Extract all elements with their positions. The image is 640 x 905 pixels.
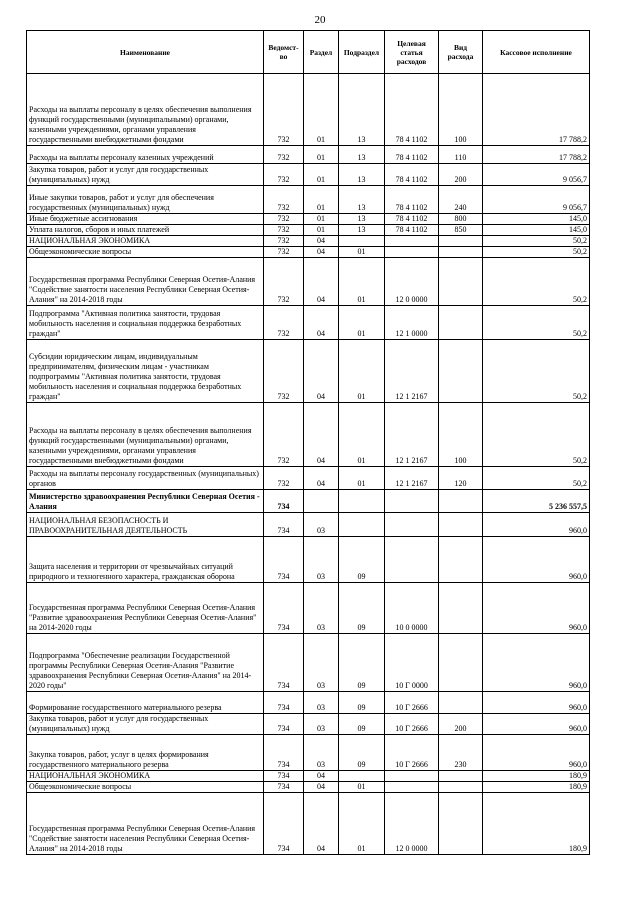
row-target: 78 4 1102 — [385, 225, 439, 236]
row-exp-type: 200 — [439, 164, 483, 186]
header-subsection: Подраздел — [339, 31, 385, 74]
row-ministry: 732 — [264, 225, 304, 236]
row-name: НАЦИОНАЛЬНАЯ БЕЗОПАСНОСТЬ И ПРАВООХРАНИТЕЛЬНАЯ ДЕЯТЕЛЬНОСТЬ — [27, 513, 264, 537]
row-exp-type — [439, 490, 483, 513]
row-ministry: 732 — [264, 164, 304, 186]
row-amount: 960,0 — [483, 513, 590, 537]
row-subsection — [339, 236, 385, 247]
row-name: Иные бюджетные ассигнования — [27, 214, 264, 225]
row-exp-type — [439, 634, 483, 692]
row-name: Закупка товаров, работ и услуг для государственных (муниципальных) нужд — [27, 714, 264, 735]
row-subsection: 13 — [339, 186, 385, 214]
table-row — [27, 258, 590, 306]
row-target: 78 4 1102 — [385, 146, 439, 164]
row-exp-type: 200 — [439, 714, 483, 735]
row-exp-type — [439, 340, 483, 403]
table-row — [27, 146, 590, 164]
row-target: 78 4 1102 — [385, 74, 439, 146]
row-subsection: 01 — [339, 306, 385, 340]
row-subsection — [339, 513, 385, 537]
row-subsection: 09 — [339, 537, 385, 583]
row-subsection: 01 — [339, 403, 385, 467]
row-exp-type: 100 — [439, 403, 483, 467]
row-name: Государственная программа Республики Северная Осетия-Алания "Содействие занятости населения Республики Северная Осетия-Алания" на 2014-2018 годы — [27, 793, 264, 855]
row-target — [385, 247, 439, 258]
row-name: Подпрограмма "Обеспечение реализации Государственной программы Республики Северная Осетия-Алания "Развитие здравоохранения Республики Северная Осетия-Алания" на 2014-2020 годы" — [27, 634, 264, 692]
row-amount: 145,0 — [483, 225, 590, 236]
row-subsection: 01 — [339, 258, 385, 306]
row-subsection — [339, 771, 385, 782]
page-number: 20 — [314, 14, 326, 26]
row-name: Защита населения и территории от чрезвычайных ситуаций природного и техногенного характера, гражданская оборона — [27, 537, 264, 583]
row-amount: 180,9 — [483, 771, 590, 782]
row-exp-type — [439, 793, 483, 855]
row-amount: 960,0 — [483, 537, 590, 583]
row-exp-type: 230 — [439, 735, 483, 771]
table-row — [27, 186, 590, 214]
row-subsection: 01 — [339, 793, 385, 855]
row-amount: 9 056,7 — [483, 186, 590, 214]
row-target: 78 4 1102 — [385, 164, 439, 186]
row-ministry: 734 — [264, 793, 304, 855]
header-exp-type: Вид расхода — [439, 31, 483, 74]
row-subsection: 01 — [339, 782, 385, 793]
row-exp-type — [439, 537, 483, 583]
row-section: 04 — [304, 782, 339, 793]
row-section: 01 — [304, 74, 339, 146]
row-ministry: 734 — [264, 583, 304, 634]
row-target: 12 1 2167 — [385, 340, 439, 403]
table-row — [27, 467, 590, 490]
table-row — [27, 490, 590, 513]
row-target: 12 1 0000 — [385, 306, 439, 340]
row-amount: 17 788,2 — [483, 146, 590, 164]
header-target: Целевая статья расходов — [385, 31, 439, 74]
row-amount: 960,0 — [483, 735, 590, 771]
table-row — [27, 247, 590, 258]
row-subsection: 01 — [339, 247, 385, 258]
row-ministry: 732 — [264, 403, 304, 467]
row-target: 10 Г 2666 — [385, 735, 439, 771]
row-subsection: 01 — [339, 340, 385, 403]
row-target — [385, 771, 439, 782]
row-section: 01 — [304, 164, 339, 186]
row-ministry: 732 — [264, 236, 304, 247]
row-amount: 145,0 — [483, 214, 590, 225]
row-name: Закупка товаров, работ, услуг в целях формирования государственного материального резерва — [27, 735, 264, 771]
row-section: 03 — [304, 513, 339, 537]
row-amount: 180,9 — [483, 793, 590, 855]
row-ministry: 734 — [264, 634, 304, 692]
row-section: 04 — [304, 247, 339, 258]
row-target — [385, 236, 439, 247]
header-name: Наименование — [27, 31, 264, 74]
row-amount: 960,0 — [483, 692, 590, 714]
row-target — [385, 782, 439, 793]
row-amount: 960,0 — [483, 634, 590, 692]
row-target: 10 Г 2666 — [385, 692, 439, 714]
row-amount: 180,9 — [483, 782, 590, 793]
row-ministry: 734 — [264, 537, 304, 583]
row-exp-type — [439, 782, 483, 793]
row-section: 04 — [304, 793, 339, 855]
row-exp-type: 110 — [439, 146, 483, 164]
budget-table — [26, 30, 590, 855]
row-ministry: 732 — [264, 340, 304, 403]
row-target: 10 0 0000 — [385, 583, 439, 634]
row-section: 03 — [304, 714, 339, 735]
row-target: 12 1 2167 — [385, 403, 439, 467]
row-name: Подпрограмма "Активная политика занятости, трудовая мобильность населения и социальная поддержка безработных граждан" — [27, 306, 264, 340]
row-exp-type: 120 — [439, 467, 483, 490]
table-row — [27, 735, 590, 771]
row-exp-type — [439, 583, 483, 634]
row-subsection: 09 — [339, 583, 385, 634]
table-row — [27, 225, 590, 236]
row-name: Общеэкономические вопросы — [27, 782, 264, 793]
table-row — [27, 771, 590, 782]
row-name: Расходы на выплаты персоналу в целях обеспечения выполнения функций государственными (муниципальными) органами, казенными учреждениями, органами управления государственными внебюджетными фондами — [27, 403, 264, 467]
row-amount: 5 236 557,5 — [483, 490, 590, 513]
row-amount: 50,2 — [483, 247, 590, 258]
row-subsection: 01 — [339, 467, 385, 490]
row-target: 10 Г 0000 — [385, 634, 439, 692]
row-amount: 50,2 — [483, 236, 590, 247]
row-subsection: 13 — [339, 164, 385, 186]
row-section: 03 — [304, 692, 339, 714]
row-target — [385, 513, 439, 537]
row-section: 01 — [304, 186, 339, 214]
row-exp-type — [439, 306, 483, 340]
row-exp-type: 850 — [439, 225, 483, 236]
row-name: Расходы на выплаты персоналу в целях обеспечения выполнения функций государственными (муниципальными) органами, казенными учреждениями, органами управления государственными внебюджетными фондами — [27, 74, 264, 146]
row-section: 03 — [304, 735, 339, 771]
row-subsection: 13 — [339, 74, 385, 146]
row-amount: 50,2 — [483, 258, 590, 306]
row-name: Общеэкономические вопросы — [27, 247, 264, 258]
row-section: 01 — [304, 214, 339, 225]
table-row — [27, 164, 590, 186]
row-name: НАЦИОНАЛЬНАЯ ЭКОНОМИКА — [27, 771, 264, 782]
row-ministry: 732 — [264, 186, 304, 214]
row-exp-type — [439, 513, 483, 537]
row-exp-type: 240 — [439, 186, 483, 214]
row-ministry: 734 — [264, 490, 304, 513]
row-subsection: 09 — [339, 692, 385, 714]
row-amount: 50,2 — [483, 306, 590, 340]
row-target: 12 0 0000 — [385, 793, 439, 855]
row-target: 12 1 2167 — [385, 467, 439, 490]
table-row — [27, 236, 590, 247]
row-target — [385, 537, 439, 583]
row-section: 03 — [304, 634, 339, 692]
row-section: 04 — [304, 306, 339, 340]
row-name: Расходы на выплаты персоналу казенных учреждений — [27, 146, 264, 164]
table-row — [27, 634, 590, 692]
row-name: Иные закупки товаров, работ и услуг для обеспечения государственных (муниципальных) нужд — [27, 186, 264, 214]
row-ministry: 734 — [264, 692, 304, 714]
row-amount: 17 788,2 — [483, 74, 590, 146]
row-section: 04 — [304, 340, 339, 403]
row-name: НАЦИОНАЛЬНАЯ ЭКОНОМИКА — [27, 236, 264, 247]
row-exp-type: 100 — [439, 74, 483, 146]
row-target: 78 4 1102 — [385, 186, 439, 214]
table-row — [27, 714, 590, 735]
row-amount: 50,2 — [483, 340, 590, 403]
table-row — [27, 692, 590, 714]
row-subsection: 13 — [339, 225, 385, 236]
row-name: Расходы на выплаты персоналу государственных (муниципальных) органов — [27, 467, 264, 490]
row-subsection: 09 — [339, 735, 385, 771]
row-subsection: 13 — [339, 214, 385, 225]
row-exp-type — [439, 692, 483, 714]
header-ministry: Ведомст-во — [264, 31, 304, 74]
row-exp-type — [439, 236, 483, 247]
row-name: Государственная программа Республики Северная Осетия-Алания "Развитие здравоохранения Республики Северная Осетия-Алания" на 2014-2020 годы — [27, 583, 264, 634]
row-ministry: 732 — [264, 258, 304, 306]
row-exp-type — [439, 258, 483, 306]
table-row — [27, 537, 590, 583]
table-row — [27, 793, 590, 855]
row-name: Субсидии юридическим лицам, индивидуальным предпринимателям, физическим лицам - участникам подпрограммы "Активная политика занятости, трудовая мобильность населения и социальная поддержка безработных граждан" — [27, 340, 264, 403]
row-subsection: 09 — [339, 634, 385, 692]
table-row — [27, 782, 590, 793]
row-amount: 50,2 — [483, 403, 590, 467]
row-section: 04 — [304, 258, 339, 306]
row-section: 04 — [304, 467, 339, 490]
row-ministry: 734 — [264, 735, 304, 771]
row-subsection — [339, 490, 385, 513]
row-name: Закупка товаров, работ и услуг для государственных (муниципальных) нужд — [27, 164, 264, 186]
row-section: 03 — [304, 583, 339, 634]
table-header-row — [27, 31, 590, 74]
row-target: 78 4 1102 — [385, 214, 439, 225]
table-row — [27, 340, 590, 403]
row-name: Министерство здравоохранения Республики Северная Осетия - Алания — [27, 490, 264, 513]
row-ministry: 732 — [264, 214, 304, 225]
row-ministry: 732 — [264, 306, 304, 340]
row-section — [304, 490, 339, 513]
table-row — [27, 583, 590, 634]
row-subsection: 09 — [339, 714, 385, 735]
row-section: 04 — [304, 771, 339, 782]
row-target: 12 0 0000 — [385, 258, 439, 306]
header-section: Раздел — [304, 31, 339, 74]
row-amount: 9 056,7 — [483, 164, 590, 186]
row-section: 04 — [304, 236, 339, 247]
row-ministry: 732 — [264, 247, 304, 258]
row-ministry: 732 — [264, 74, 304, 146]
row-ministry: 734 — [264, 513, 304, 537]
row-exp-type — [439, 247, 483, 258]
row-amount: 960,0 — [483, 714, 590, 735]
row-ministry: 732 — [264, 146, 304, 164]
table-row — [27, 403, 590, 467]
header-amount: Кассовое исполнение — [483, 31, 590, 74]
row-name: Формирование государственного материального резерва — [27, 692, 264, 714]
row-name: Уплата налогов, сборов и иных платежей — [27, 225, 264, 236]
row-target: 10 Г 2666 — [385, 714, 439, 735]
row-subsection: 13 — [339, 146, 385, 164]
row-ministry: 732 — [264, 467, 304, 490]
row-amount: 50,2 — [483, 467, 590, 490]
row-section: 01 — [304, 225, 339, 236]
row-ministry: 734 — [264, 782, 304, 793]
row-section: 03 — [304, 537, 339, 583]
row-exp-type: 800 — [439, 214, 483, 225]
table-row — [27, 214, 590, 225]
row-ministry: 734 — [264, 771, 304, 782]
row-ministry: 734 — [264, 714, 304, 735]
table-row — [27, 74, 590, 146]
row-section: 04 — [304, 403, 339, 467]
table-row — [27, 306, 590, 340]
row-section: 01 — [304, 146, 339, 164]
row-exp-type — [439, 771, 483, 782]
row-amount: 960,0 — [483, 583, 590, 634]
row-name: Государственная программа Республики Северная Осетия-Алания "Содействие занятости населения Республики Северная Осетия-Алания" на 2014-2018 годы — [27, 258, 264, 306]
row-target — [385, 490, 439, 513]
table-row — [27, 513, 590, 537]
